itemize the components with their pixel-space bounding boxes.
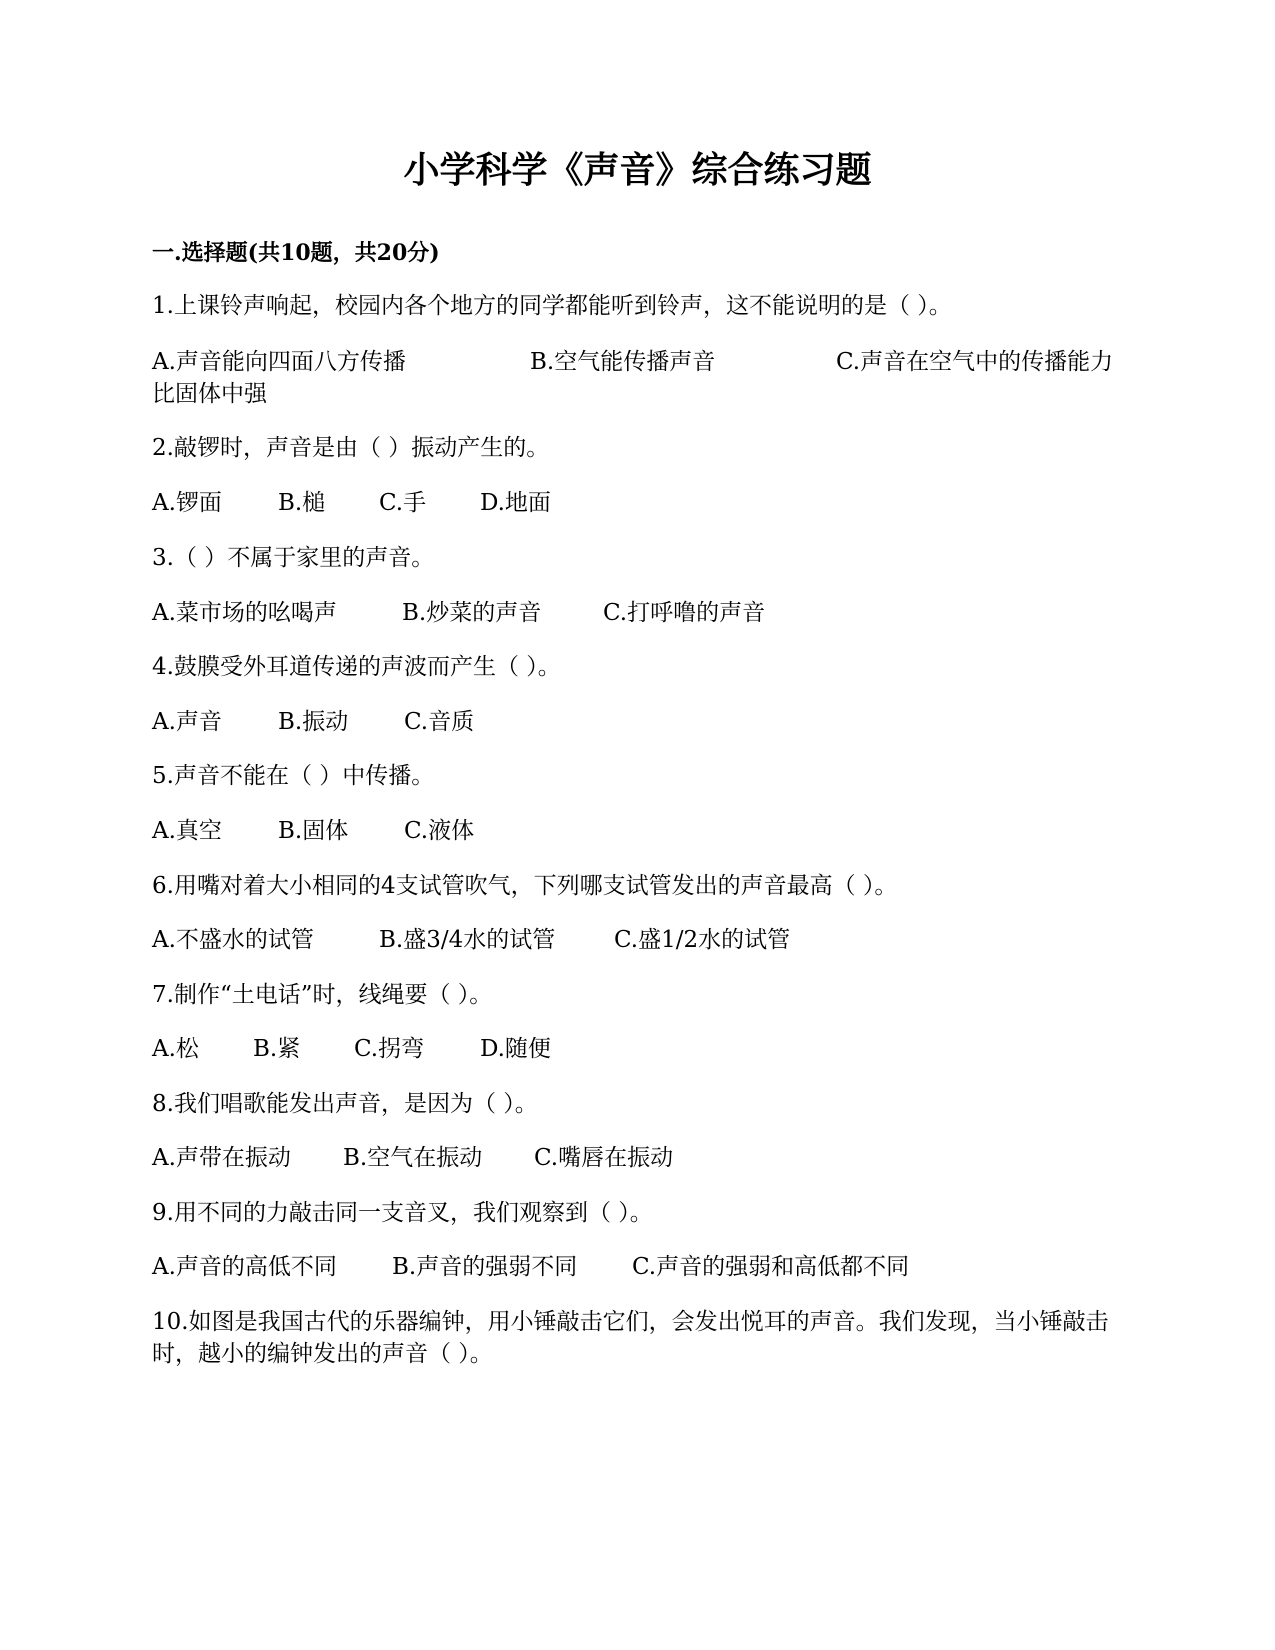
question-5-option-a: A.真空: [152, 818, 222, 844]
question-7-options: [152, 1033, 551, 1065]
question-6-option-b: B.盛3/4水的试管: [379, 927, 556, 953]
question-7-option-d: D.随便: [480, 1036, 551, 1062]
question-5-option-c: C.液体: [404, 818, 475, 844]
question-6-option-c: C.盛1/2水的试管: [614, 927, 791, 953]
question-6-stem: 6.用嘴对着大小相同的4支试管吹气，下列哪支试管发出的声音最高（ ）。: [152, 873, 898, 899]
question-1-stem: 1.上课铃声响起，校园内各个地方的同学都能听到铃声，这不能说明的是（ ）。: [152, 293, 952, 319]
section-heading: 一.选择题(共10题，共20分): [152, 240, 440, 266]
question-8-option-b: B.空气在振动: [343, 1145, 483, 1171]
question-5-option-b: B.固体: [278, 818, 349, 844]
question-2-option-d: D.地面: [480, 490, 551, 516]
question-10-stem: 10.如图是我国古代的乐器编钟，用小锤敲击它们，会发出悦耳的声音。我们发现，当小锤敲击时，越小的编钟发出的声音（ ）。: [152, 1309, 1109, 1367]
question-9-option-c: C.声音的强弱和高低都不同: [632, 1254, 910, 1280]
question-1-option-a: A.声音能向四面八方传播: [152, 349, 406, 375]
question-8-option-c: C.嘴唇在振动: [534, 1145, 674, 1171]
question-3-option-a: A.菜市场的吆喝声: [152, 600, 337, 626]
question-3-option-c: C.打呼噜的声音: [603, 600, 766, 626]
page-title: 小学科学《声音》综合练习题: [403, 149, 872, 191]
question-4-option-b: B.振动: [278, 709, 349, 735]
question-6-options: [152, 924, 790, 956]
question-2-options: [152, 487, 551, 519]
question-7-option-a: A.松: [152, 1036, 199, 1062]
question-2-option-a: A.锣面: [152, 490, 222, 516]
question-7-option-c: C.拐弯: [354, 1036, 425, 1062]
question-3-stem: 3.（ ）不属于家里的声音。: [152, 545, 435, 571]
question-4-stem: 4.鼓膜受外耳道传递的声波而产生（ ）。: [152, 654, 561, 680]
question-4-options: [152, 706, 474, 738]
question-7-stem: 7.制作“土电话”时，线绳要（ ）。: [152, 982, 493, 1008]
question-8-stem: 8.我们唱歌能发出声音，是因为（ ）。: [152, 1091, 538, 1117]
question-9-stem: 9.用不同的力敲击同一支音叉，我们观察到（ ）。: [152, 1200, 653, 1226]
question-9-option-b: B.声音的强弱不同: [392, 1254, 578, 1280]
question-8-option-a: A.声带在振动: [152, 1145, 291, 1171]
question-5-stem: 5.声音不能在（ ）中传播。: [152, 763, 435, 789]
question-1-option-c: C.声音在空气中的传播能力比固体中强: [152, 349, 1114, 407]
question-1-options: [152, 346, 1127, 410]
question-9-option-a: A.声音的高低不同: [152, 1254, 337, 1280]
question-4-option-a: A.声音: [152, 709, 222, 735]
question-1-option-b: B.空气能传播声音: [530, 349, 716, 375]
question-3-options: [152, 597, 765, 629]
question-6-option-a: A.不盛水的试管: [152, 927, 314, 953]
question-3-option-b: B.炒菜的声音: [402, 600, 542, 626]
question-2-stem: 2.敲锣时，声音是由（ ）振动产生的。: [152, 435, 550, 461]
question-5-options: [152, 815, 474, 847]
question-7-option-b: B.紧: [253, 1036, 301, 1062]
question-8-options: [152, 1142, 673, 1174]
question-4-option-c: C.音质: [404, 709, 475, 735]
question-9-options: [152, 1251, 909, 1283]
question-2-option-b: B.槌: [278, 490, 326, 516]
question-2-option-c: C.手: [379, 490, 427, 516]
